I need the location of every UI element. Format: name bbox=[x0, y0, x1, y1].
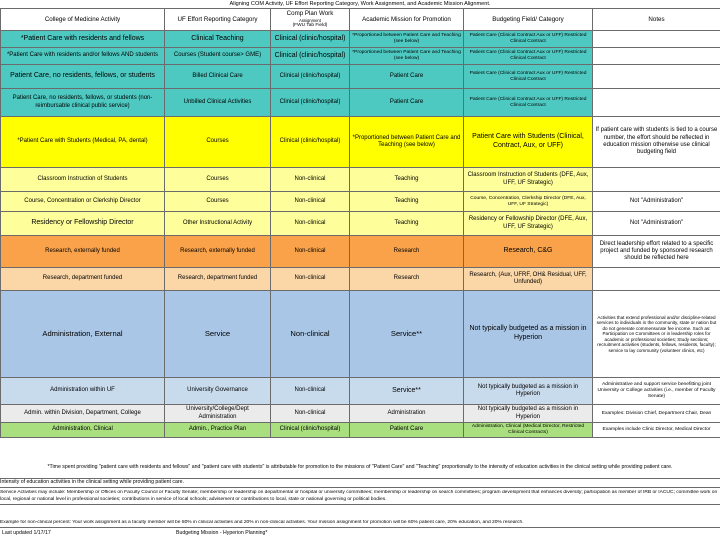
cell-notes: Examples include Clinic Director, Medical Director bbox=[593, 423, 720, 438]
cell-mission: Teaching bbox=[350, 212, 464, 236]
cell-mission: Patient Care bbox=[350, 423, 464, 438]
cell-mission: Patient Care bbox=[350, 89, 464, 117]
table-row bbox=[1, 236, 720, 268]
table-row bbox=[1, 268, 720, 291]
cell-uf-effort: Unbilled Clinical Activities bbox=[165, 89, 271, 117]
table-row bbox=[1, 65, 720, 89]
alignment-table bbox=[0, 8, 720, 438]
cell-uf-effort: Courses bbox=[165, 168, 271, 192]
table-row bbox=[1, 378, 720, 405]
cell-college: *Patient Care with residents and/or fellows AND students bbox=[1, 48, 165, 65]
cell-mission: Research bbox=[350, 236, 464, 268]
cell-budget: Patient Care (Clinical Contract Aux or UFF) Restricted Clinical Contract bbox=[464, 89, 593, 117]
table-row bbox=[1, 48, 720, 65]
sheet-title: Aligning COM Activity, UF Effort Reporting Category, Work Assignment, and Academic Mission Alignment. bbox=[229, 1, 491, 7]
cell-comp-plan: Clinical (clinic/hospital) bbox=[271, 31, 350, 48]
cell-budget: Residency or Fellowship Director (DFE, Aux, UFF, UF Strategic) bbox=[464, 212, 593, 236]
table-row bbox=[1, 192, 720, 212]
table-row bbox=[1, 31, 720, 48]
cell-mission: Teaching bbox=[350, 192, 464, 212]
cell-uf-effort: Admin., Practice Plan bbox=[165, 423, 271, 438]
header-row bbox=[1, 9, 720, 31]
cell-college: *Patient Care with Students (Medical, PA, dental) bbox=[1, 117, 165, 168]
cell-mission: Service** bbox=[350, 291, 464, 378]
cell-comp-plan: Clinical (clinic/hospital) bbox=[271, 423, 350, 438]
cell-college: Admin. within Division, Department, College bbox=[1, 405, 165, 423]
cell-uf-effort: Clinical Teaching bbox=[165, 31, 271, 48]
budgeting-mission-note: Budgeting Mission - Hyperion Planning* bbox=[176, 530, 268, 536]
last-updated: Last updated 1/17/17 bbox=[2, 530, 51, 536]
cell-notes: Not "Administration" bbox=[593, 192, 720, 212]
header-budgeting: Budgeting Field/ Category bbox=[464, 9, 593, 31]
cell-comp-plan: Clinical (clinic/hospital) bbox=[271, 48, 350, 65]
footnote-time-spent: *Time spent providing "patient care with residents and fellows" and "patient care with students" is attributable for promotion to the missions of "Patient Care" and "Teaching" proportionally to the intensity of education activities in the clinical setting while providing patient care. bbox=[0, 464, 720, 479]
cell-uf-effort: Courses bbox=[165, 192, 271, 212]
cell-comp-plan: Clinical (clinic/hospital) bbox=[271, 65, 350, 89]
table-row bbox=[1, 117, 720, 168]
header-comp-plan-sub: Assignment bbox=[299, 17, 321, 23]
cell-notes: Direct leadership effort related to a specific project and funded by sponsored research should be reflected here bbox=[593, 236, 720, 268]
header-uf-effort: UF Effort Reporting Category bbox=[165, 9, 271, 31]
cell-comp-plan: Non-clinical bbox=[271, 192, 350, 212]
cell-notes bbox=[593, 268, 720, 291]
footnote-intensity: Intensity of education activities in the clinical setting while providing patient care. bbox=[0, 479, 720, 488]
header-comp-plan-sub2: (FWU Tab Field) bbox=[292, 22, 328, 28]
cell-uf-effort: Research, externally funded bbox=[165, 236, 271, 268]
footer-row bbox=[0, 530, 720, 538]
cell-budget: Research, (Aux, UFRF, OH& Residual, UFF, Unfunded) bbox=[464, 268, 593, 291]
cell-college: Research, externally funded bbox=[1, 236, 165, 268]
cell-college: Research, department funded bbox=[1, 268, 165, 291]
cell-college: Course, Concentration or Clerkship Director bbox=[1, 192, 165, 212]
cell-budget: Patient Care (Clinical Contract Aux or UFF) Restricted Clinical Contract bbox=[464, 65, 593, 89]
footnote-example: Example for non-clinical percent: Your work assignment as a faculty member will be 80% in clinical activities and 20% in non-clinical activities. Your mission assignment for promotion will be 60% patient care, 20% education, and 20% research. bbox=[0, 520, 720, 528]
cell-comp-plan: Non-clinical bbox=[271, 268, 350, 291]
cell-notes bbox=[593, 168, 720, 192]
cell-college: Residency or Fellowship Director bbox=[1, 212, 165, 236]
cell-mission: Research bbox=[350, 268, 464, 291]
cell-comp-plan: Non-clinical bbox=[271, 236, 350, 268]
cell-uf-effort: Courses bbox=[165, 117, 271, 168]
cell-mission: Service** bbox=[350, 378, 464, 405]
cell-notes bbox=[593, 48, 720, 65]
table-row bbox=[1, 212, 720, 236]
cell-uf-effort: University Governance bbox=[165, 378, 271, 405]
cell-mission: Teaching bbox=[350, 168, 464, 192]
cell-budget: Patient Care with Students (Clinical, Contract, Aux, or UFF) bbox=[464, 117, 593, 168]
header-comp-plan bbox=[271, 9, 350, 31]
cell-uf-effort: Billed Clinical Care bbox=[165, 65, 271, 89]
cell-college: Administration, Clinical bbox=[1, 423, 165, 438]
cell-mission: *Proportioned between Patient Care and Teaching (see below) bbox=[350, 31, 464, 48]
cell-uf-effort: Courses (Student course> GME) bbox=[165, 48, 271, 65]
cell-budget: Not typically budgeted as a mission in Hyperion bbox=[464, 291, 593, 378]
cell-uf-effort: Service bbox=[165, 291, 271, 378]
cell-uf-effort: Research, department funded bbox=[165, 268, 271, 291]
cell-college: Administration within UF bbox=[1, 378, 165, 405]
cell-comp-plan: Non-clinical bbox=[271, 212, 350, 236]
cell-uf-effort: University/College/Dept Administration bbox=[165, 405, 271, 423]
cell-comp-plan: Non-clinical bbox=[271, 291, 350, 378]
cell-budget: Administration, Clinical (Medical Director, Restricted Clinical Contracts) bbox=[464, 423, 593, 438]
footnote-service: Service Activities may include: Membership or Offices on Faculty Council or Faculty Senate; membership or leadership on departmental or hospital or university committees; membership or leadership on search committees; program development that enhances diversity; participation as member of IRB or IACUC; committee work on local, regional or national level in professional societies; contributions in service of local schools; advisement or contributions to local, state or national governing or political bodies. bbox=[0, 490, 720, 505]
cell-college: *Patient Care with residents and fellows bbox=[1, 31, 165, 48]
cell-budget: Not typically budgeted as a mission in Hyperion bbox=[464, 378, 593, 405]
cell-comp-plan: Non-clinical bbox=[271, 378, 350, 405]
cell-budget: Course, Concentration, Clerkship Director (DFE, Aux, UFF, UF Strategic) bbox=[464, 192, 593, 212]
cell-college: Patient Care, no residents, fellows, or students bbox=[1, 65, 165, 89]
table-row bbox=[1, 423, 720, 438]
header-comp-plan-top: Comp Plan Work bbox=[286, 10, 334, 18]
cell-comp-plan: Clinical (clinic/hospital) bbox=[271, 89, 350, 117]
cell-notes: Examples: Division Chief, Department Chair, Dean bbox=[593, 405, 720, 423]
cell-budget: Classroom Instruction of Students (DFE, Aux, UFF, UF Strategic) bbox=[464, 168, 593, 192]
cell-budget: Patient Care (Clinical Contract Aux or UFF) Restricted Clinical Contract bbox=[464, 48, 593, 65]
cell-mission: *Proportioned between Patient Care and Teaching (see below) bbox=[350, 117, 464, 168]
cell-notes bbox=[593, 89, 720, 117]
cell-comp-plan: Non-clinical bbox=[271, 168, 350, 192]
cell-college: Administration, External bbox=[1, 291, 165, 378]
cell-notes: Administrative and support service benefitting joint University or College activities (i.e., member of Faculty Senate) bbox=[593, 378, 720, 405]
cell-budget: Not typically budgeted as a mission in Hyperion bbox=[464, 405, 593, 423]
cell-comp-plan: Non-clinical bbox=[271, 405, 350, 423]
cell-notes: Activities that extend professional and/or discipline-related services to individuals in the community, state or nation but do not generate commensurate fee income. Such as: Participation on Committees or in leadership roles for academic or professional societies; Study sections; recruitment activities (students, fellows, residents, faculty); service to lay community (volunteer clinics, etc) bbox=[593, 291, 720, 378]
cell-comp-plan: Clinical (clinic/hospital) bbox=[271, 117, 350, 168]
header-college: College of Medicine Activity bbox=[1, 9, 165, 31]
cell-mission: Patient Care bbox=[350, 65, 464, 89]
table-row bbox=[1, 405, 720, 423]
header-notes: Notes bbox=[593, 9, 720, 31]
cell-budget: Patient Care (Clinical Contract Aux or UFF) Restricted Clinical Contract bbox=[464, 31, 593, 48]
cell-notes bbox=[593, 65, 720, 89]
cell-budget: Research, C&G bbox=[464, 236, 593, 268]
cell-mission: *Proportioned between Patient Care and Teaching (see below) bbox=[350, 48, 464, 65]
cell-college: Classroom Instruction of Students bbox=[1, 168, 165, 192]
table-row bbox=[1, 168, 720, 192]
table-row bbox=[1, 89, 720, 117]
table-row bbox=[1, 291, 720, 378]
cell-notes: If patient care with students is tied to a course number, the effort should be reflected in education mission otherwise use clinical budgeting field bbox=[593, 117, 720, 168]
cell-college: Patient Care, no residents, fellows, or students (non-reimbursable clinical public service) bbox=[1, 89, 165, 117]
cell-mission: Administration bbox=[350, 405, 464, 423]
cell-uf-effort: Other Instructional Activity bbox=[165, 212, 271, 236]
cell-notes bbox=[593, 31, 720, 48]
header-academic-mission: Academic Mission for Promotion bbox=[350, 9, 464, 31]
cell-notes: Not "Administration" bbox=[593, 212, 720, 236]
